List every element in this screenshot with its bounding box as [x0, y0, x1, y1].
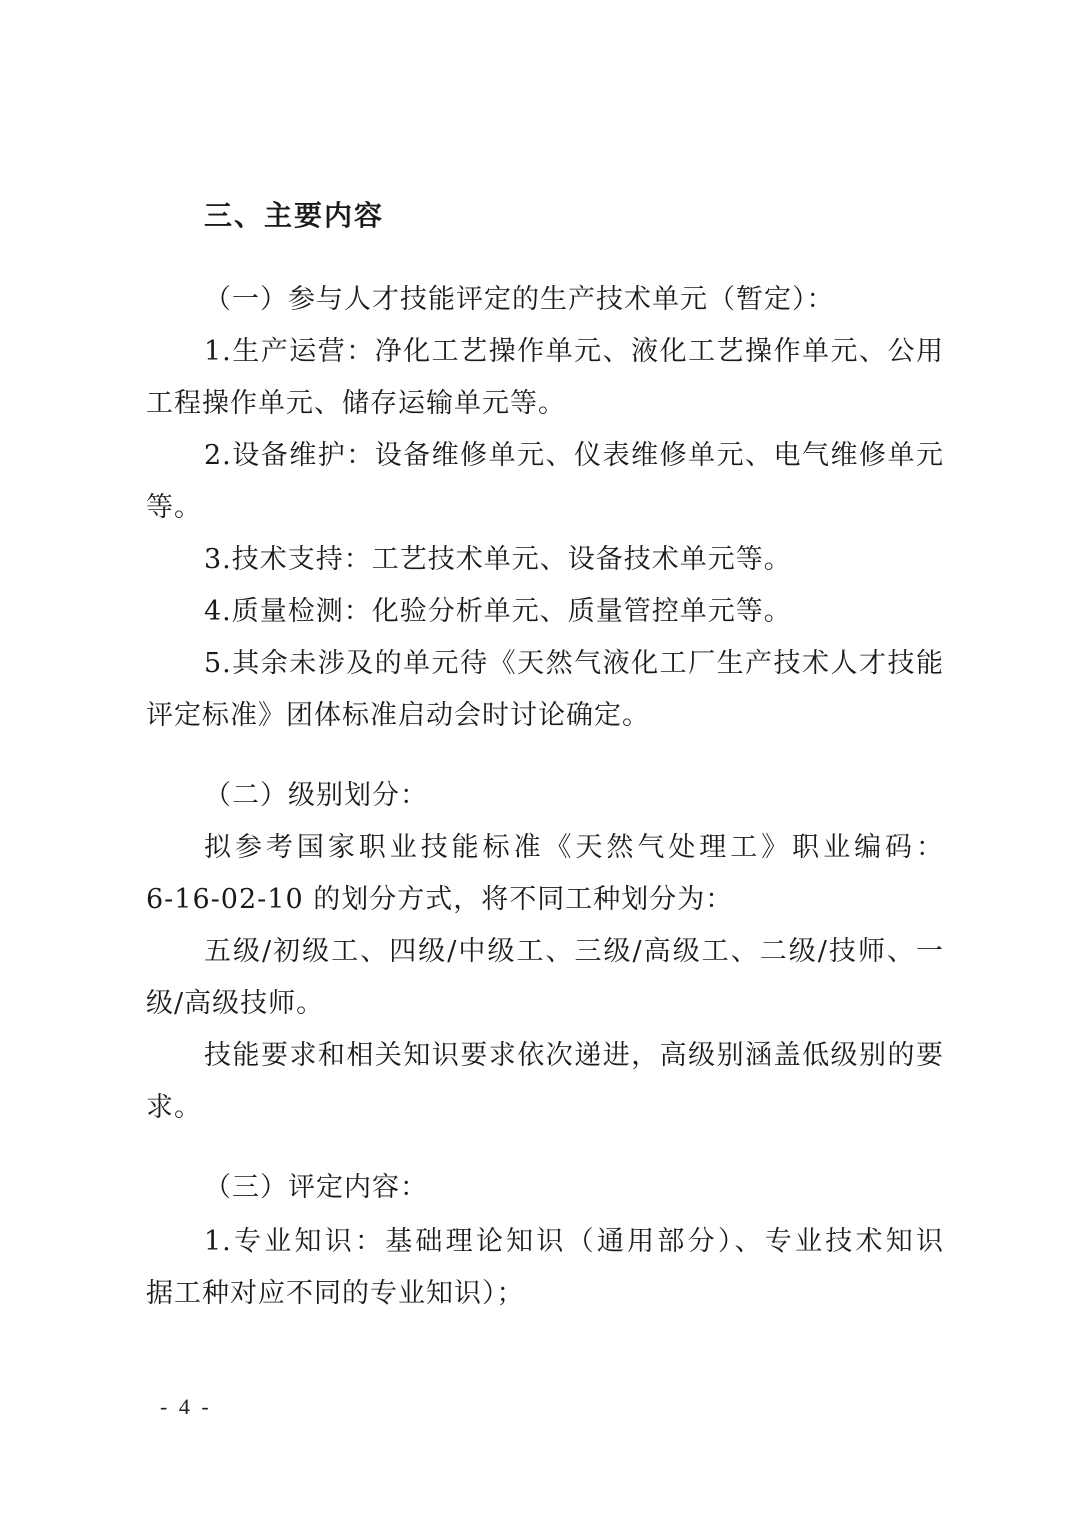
part1-item1-line1: 1.生产运营：净化工艺操作单元、液化工艺操作单元、公用	[204, 336, 944, 367]
part1-item3: 3.技术支持：工艺技术单元、设备技术单元等。	[204, 544, 792, 575]
part1-item5-line1: 5.其余未涉及的单元待《天然气液化工厂生产技术人才技能	[204, 648, 944, 679]
page-number: - 4 -	[160, 1394, 212, 1419]
part3-item1-line2: 据工种对应不同的专业知识）；	[146, 1278, 525, 1309]
part1-item4: 4.质量检测：化验分析单元、质量管控单元等。	[204, 596, 792, 627]
part3-heading: （三）评定内容：	[204, 1172, 428, 1203]
part1-item5-line2: 评定标准》团体标准启动会时讨论确定。	[146, 700, 650, 731]
part2-para2-line1: 五级/初级工、四级/中级工、三级/高级工、二级/技师、一	[204, 936, 944, 967]
part2-para1-line1: 拟参考国家职业技能标准《天然气处理工》职业编码：	[204, 832, 944, 863]
part2-para3-line1: 技能要求和相关知识要求依次递进，高级别涵盖低级别的要	[204, 1040, 944, 1071]
part1-item1-line2: 工程操作单元、储存运输单元等。	[146, 388, 566, 419]
part2-heading: （二）级别划分：	[204, 780, 428, 811]
section-title: 三、主要内容	[204, 199, 385, 232]
part2-para1-line2: 6-16-02-10 的划分方式，将不同工种划分为：	[146, 884, 734, 915]
part3-item1-line1: 1.专业知识：基础理论知识（通用部分）、专业技术知识	[204, 1226, 944, 1257]
part1-item2-line1: 2.设备维护：设备维修单元、仪表维修单元、电气维修单元	[204, 440, 944, 471]
part1-heading: （一）参与人才技能评定的生产技术单元（暂定）：	[204, 284, 835, 315]
part2-para3-line2: 求。	[146, 1092, 202, 1123]
part1-item2-line2: 等。	[146, 492, 202, 523]
part2-para2-line2: 级/高级技师。	[146, 988, 325, 1019]
